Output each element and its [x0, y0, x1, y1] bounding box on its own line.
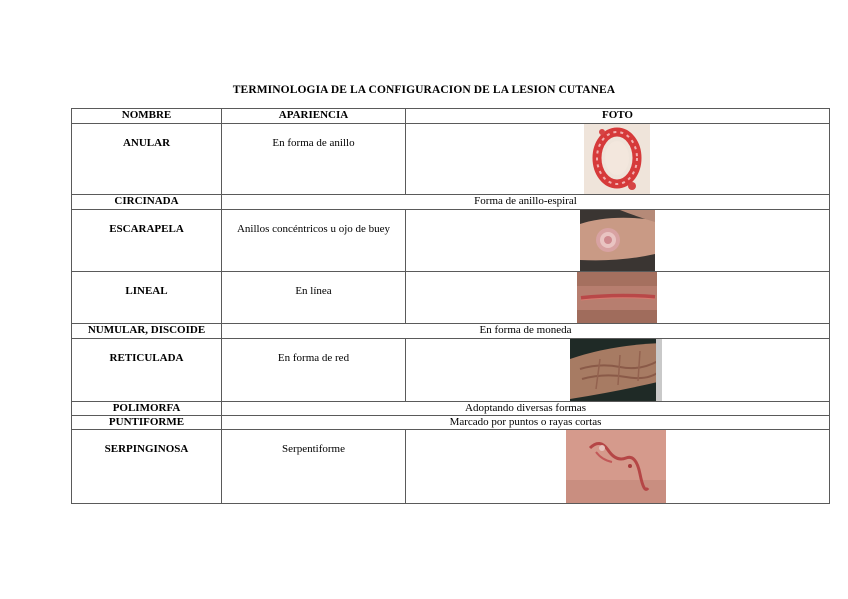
term-name: NUMULAR, DISCOIDE — [72, 324, 222, 339]
annular-ring-lesion-photo — [584, 124, 650, 194]
table-row — [72, 416, 830, 430]
header-photo: FOTO — [406, 109, 830, 124]
header-appearance: APARIENCIA — [222, 109, 406, 124]
photo-cell — [406, 339, 830, 402]
photo-cell — [406, 124, 830, 195]
table-row — [72, 339, 830, 402]
term-appearance: Adoptando diversas formas — [222, 402, 830, 416]
term-appearance: Serpentiforme — [222, 430, 406, 504]
photo-cell — [406, 210, 830, 272]
term-appearance: Anillos concéntricos u ojo de buey — [222, 210, 406, 272]
photo-cell — [406, 272, 830, 324]
term-name: SERPINGINOSA — [72, 430, 222, 504]
term-appearance: Marcado por puntos o rayas cortas — [222, 416, 830, 430]
term-name: CIRCINADA — [72, 195, 222, 210]
term-appearance: En línea — [222, 272, 406, 324]
header-name: NOMBRE — [72, 109, 222, 124]
target-lesion-on-hand-photo — [580, 210, 655, 271]
header-row — [72, 109, 830, 124]
term-appearance: En forma de red — [222, 339, 406, 402]
table-row — [72, 430, 830, 504]
terminology-table — [71, 108, 830, 504]
term-appearance: En forma de moneda — [222, 324, 830, 339]
table-row — [72, 210, 830, 272]
photo-cell — [406, 430, 830, 504]
term-name: POLIMORFA — [72, 402, 222, 416]
page-title: TERMINOLOGIA DE LA CONFIGURACION DE LA LESION CUTANEA — [232, 84, 616, 96]
table-row — [72, 402, 830, 416]
term-name: ESCARAPELA — [72, 210, 222, 272]
table-row — [72, 124, 830, 195]
serpiginous-lesion-photo — [566, 430, 666, 503]
table-row — [72, 272, 830, 324]
table-row — [72, 324, 830, 339]
term-name: RETICULADA — [72, 339, 222, 402]
term-appearance: En forma de anillo — [222, 124, 406, 195]
term-appearance: Forma de anillo-espiral — [222, 195, 830, 210]
term-name: ANULAR — [72, 124, 222, 195]
term-name: LINEAL — [72, 272, 222, 324]
linear-lesion-photo — [577, 272, 657, 323]
term-name: PUNTIFORME — [72, 416, 222, 430]
reticulated-lesion-on-arm-photo — [570, 339, 662, 401]
table-row — [72, 195, 830, 210]
